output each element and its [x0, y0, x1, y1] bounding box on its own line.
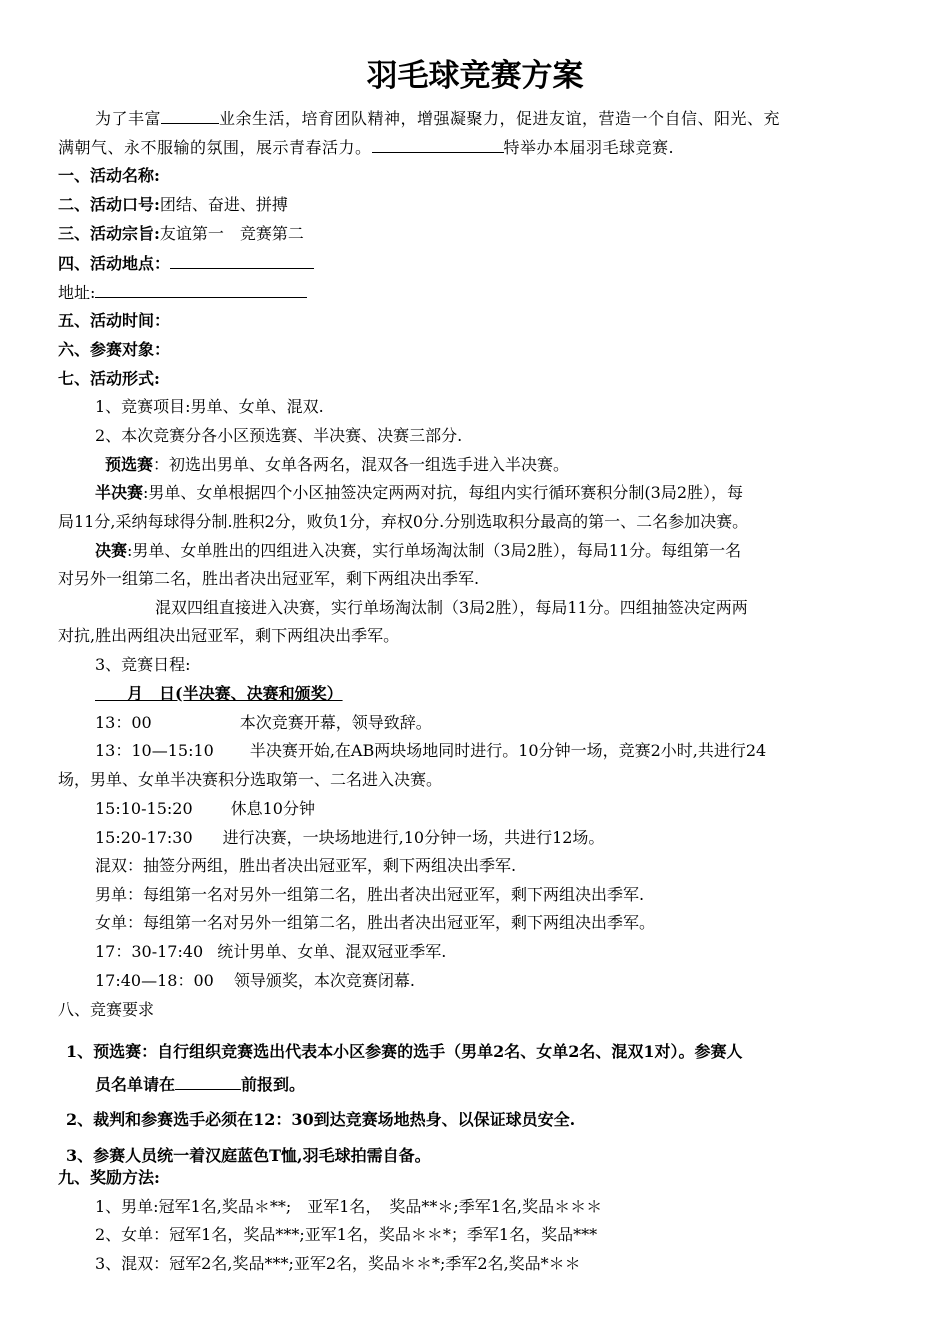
schedule-row-continued: 场，男单、女单半决赛积分选取第一、二名进入决赛。: [58, 770, 443, 789]
award-women-singles: 2、女单：冠军1名，奖品***;亚军1名，奖品＊＊*；季军1名，奖品***: [95, 1225, 598, 1244]
schedule-women: 女单：每组第一名对另外一组第二名，胜出者决出冠亚军，剩下两组决出季军。: [95, 913, 656, 932]
address-label: 地址:: [58, 283, 96, 302]
intro-text: 特举办本届羽毛球竞赛.: [503, 138, 675, 157]
fill-in-blank: [175, 1074, 241, 1090]
section-heading: 四、活动地点：: [58, 254, 171, 273]
schedule-time: 15:10-15:20: [95, 799, 193, 818]
requirement-1-line-2: [95, 1074, 305, 1095]
award-mixed-doubles: 3、混双：冠军2名,奖品***;亚军2名，奖品＊＊*;季军2名,奖品*＊＊: [95, 1254, 581, 1273]
fill-in-blank: [95, 282, 307, 298]
schedule-row: [95, 942, 446, 962]
schedule-event: 本次竞赛开幕，领导致辞。: [239, 713, 432, 732]
schedule-time: 15:20-17:30: [95, 828, 193, 847]
schedule-event: 统计男单、女单、混双冠亚季军.: [217, 942, 447, 961]
format-item-2: 2、本次竞赛分各小区预选赛、半决赛、决赛三部分.: [95, 426, 463, 445]
semifinal-label: 半决赛: [95, 483, 144, 502]
fill-in-blank: [372, 137, 504, 153]
preliminary-label: 预选赛: [105, 455, 154, 474]
schedule-row: [95, 828, 604, 848]
format-item-1: 1、竞赛项目:男单、女单、混双.: [95, 397, 324, 416]
schedule-event: 领导颁奖，本次竞赛闭幕.: [233, 971, 415, 990]
fill-in-blank: [170, 253, 314, 269]
final-line-1: [95, 541, 741, 561]
schedule-mixed: 混双：抽签分两组，胜出者决出冠亚军，剩下两组决出季军.: [95, 856, 517, 875]
schedule-row: [95, 713, 432, 733]
requirement-text: 前报到。: [241, 1075, 306, 1094]
mixed-final-line-2: 对抗,胜出两组决出冠亚军，剩下两组决出季军。: [58, 626, 400, 645]
schedule-event: 半决赛开始,在AB两块场地同时进行。10分钟一场，竞赛2小时,共进行24: [249, 741, 767, 760]
schedule-event: 休息10分钟: [230, 799, 315, 818]
intro-text: 满朝气、永不服输的氛围，展示青春活力。: [58, 138, 372, 157]
fill-in-blank: [161, 108, 219, 124]
section-heading: 三、活动宗旨:: [58, 224, 160, 243]
section-value: 团结、奋进、拼搏: [159, 195, 288, 214]
page-title: 羽毛球竞赛方案: [366, 58, 584, 94]
final-line-2: 对另外一组第二名，胜出者决出冠亚军，剩下两组决出季军.: [58, 569, 480, 588]
schedule-day-heading: 月 日(半决赛、决赛和颁奖）: [95, 684, 343, 703]
preliminary-text: ：初选出男单、女单各两名，混双各一组选手进入半决赛。: [153, 455, 570, 474]
requirement-2: 2、裁判和参赛选手必须在12：30到达竞赛场地热身、以保证球员安全.: [66, 1110, 576, 1129]
schedule-row: [95, 971, 415, 991]
final-label: 决赛: [95, 541, 128, 560]
mixed-final-line-1: 混双四组直接进入决赛，实行单场淘汰制（3局2胜），每局11分。四组抽签决定两两: [155, 598, 748, 617]
section-format: 七、活动形式:: [58, 369, 160, 388]
section-activity-name: 一、活动名称:: [58, 166, 160, 185]
section-heading: 二、活动口号:: [58, 195, 160, 214]
semifinal-line-1: [95, 483, 743, 503]
section-purpose: [58, 224, 304, 244]
preliminary-line: [105, 455, 569, 475]
intro-text: 为了丰富: [95, 109, 162, 128]
section-time: 五、活动时间：: [58, 311, 171, 330]
intro-line-2: [58, 137, 674, 158]
schedule-time: 13：10—15:10: [95, 741, 214, 760]
schedule-event: 进行决赛，一块场地进行,10分钟一场，共进行12场。: [222, 828, 605, 847]
semifinal-line-2: 局11分,采纳每球得分制.胜积2分，败负1分，弃权0分.分别选取积分最高的第一、二名参加决赛。: [58, 512, 749, 531]
schedule-time: 17：30-17:40: [95, 942, 204, 961]
award-men-singles: 1、男单:冠军1名,奖品＊**; 亚军1名， 奖品**＊;季军1名,奖品＊＊＊: [95, 1197, 603, 1216]
intro-text: 业余生活，培育团队精神，增强凝聚力，促进友谊，营造一个自信、阳光、充: [219, 109, 781, 128]
requirement-1-line-1: 1、预选赛：自行组织竞赛选出代表本小区参赛的选手（男单2名、女单2名、混双1对）。参赛人: [66, 1042, 743, 1061]
section-participants: 六、参赛对象：: [58, 340, 171, 359]
awards-heading: 九、奖励方法:: [58, 1168, 160, 1187]
schedule-heading: 3、竞赛日程:: [95, 655, 191, 674]
requirement-3: 3、参赛人员统一着汉庭蓝色T恤,羽毛球拍需自备。: [66, 1146, 431, 1165]
schedule-time: 17:40—18：00: [95, 971, 214, 990]
schedule-men: 男单：每组第一名对另外一组第二名，胜出者决出冠亚军，剩下两组决出季军.: [95, 885, 645, 904]
requirements-heading: 八、竞赛要求: [58, 1000, 155, 1019]
intro-line-1: [95, 108, 780, 129]
section-venue: [58, 253, 314, 274]
schedule-row: [95, 741, 766, 761]
section-slogan: [58, 195, 288, 215]
section-value: 友谊第一 竞赛第二: [159, 224, 304, 243]
semifinal-text: :男单、女单根据四个小区抽签决定两两对抗，每组内实行循环赛积分制(3局2胜），每: [143, 483, 744, 502]
schedule-row: [95, 799, 315, 819]
requirement-text: 员名单请在: [95, 1075, 176, 1094]
address-line: [58, 282, 307, 303]
schedule-time: 13：00: [95, 713, 152, 732]
final-text: :男单、女单胜出的四组进入决赛，实行单场淘汰制（3局2胜），每局11分。每组第一名: [127, 541, 742, 560]
